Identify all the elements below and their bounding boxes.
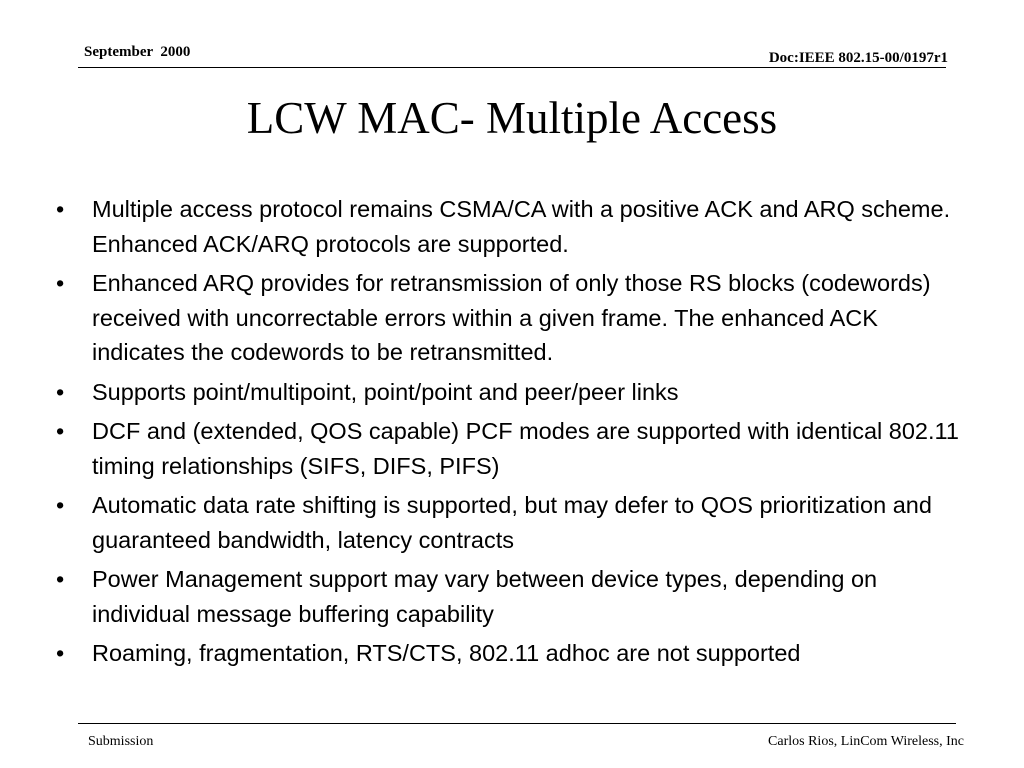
bullet-marker: • [56,566,65,592]
header-divider [78,67,946,68]
bullet-text: Automatic data rate shifting is supported, but may defer to QOS prioritization and guaranteed bandwidth, latency contracts [92,492,932,553]
bullet-marker: • [56,640,65,666]
bullet-marker: • [56,378,65,405]
footer-divider [78,723,956,724]
header-doc-id: Doc:IEEE 802.15-00/0197r1 [768,50,948,66]
bullet-text: Roaming, fragmentation, RTS/CTS, 802.11 adhoc are not supported [92,640,801,666]
bullet-text: Power Management support may vary between device types, depending on individual message buffering capability [92,566,878,627]
bullet-marker: • [56,418,65,444]
bullet-marker: • [56,196,65,222]
bullet-marker: • [56,492,65,518]
bullet-text: Supports point/multipoint, point/point and peer/peer links [92,378,679,405]
bullet-list [56,192,976,676]
bullet-item [56,414,976,483]
footer-submission: Submission [88,734,154,749]
slide-title: LCW MAC- Multiple Access [246,93,778,143]
bullet-item [56,375,976,410]
bullet-text: Multiple access protocol remains CSMA/CA with a positive ACK and ARQ scheme. Enhanced ACK/ARQ protocols are supported. [92,196,951,257]
bullet-item [56,192,976,261]
bullet-item [56,488,976,557]
bullet-marker: • [56,270,65,296]
bullet-item [56,562,976,631]
bullet-text: DCF and (extended, QOS capable) PCF modes are supported with identical 802.11 timing relationships (SIFS, DIFS, PIFS) [92,418,959,479]
footer-author: Carlos Rios, LinCom Wireless, Inc [768,734,964,749]
header-date: September 2000 [84,44,191,60]
bullet-item [56,636,976,671]
bullet-text: Enhanced ARQ provides for retransmission of only those RS blocks (codewords) received with uncorrectable errors within a given frame. The enhanced ACK indicates the codewords to be retransmitted. [92,270,931,365]
bullet-item [56,266,976,370]
